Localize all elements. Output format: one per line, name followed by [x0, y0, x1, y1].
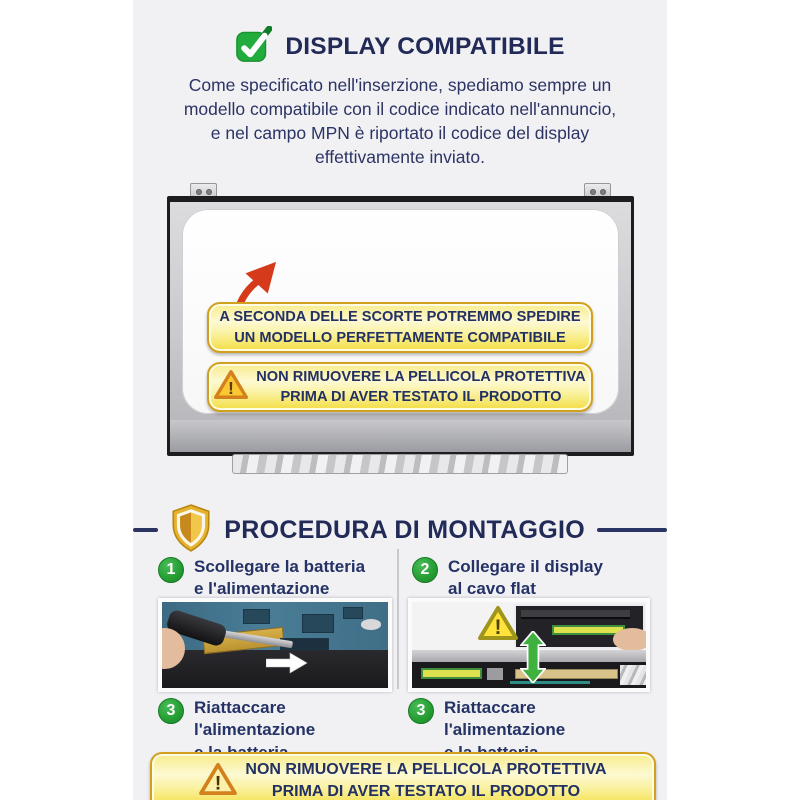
warning-triangle-icon — [478, 605, 518, 646]
shield-icon — [170, 504, 212, 557]
svg-text:!: ! — [215, 771, 222, 794]
panel-foil-strip — [232, 454, 568, 474]
step-line: Riattaccare l'alimentazione — [194, 698, 316, 740]
step-line: Collegare il display — [448, 557, 603, 576]
photo-detail — [343, 607, 363, 619]
photo-detail — [620, 665, 646, 686]
white-arrow-icon — [266, 652, 308, 679]
panel-bottom-strip — [170, 420, 631, 452]
intro-line: effettivamente inviato. — [315, 147, 485, 168]
flat-cable-connect-photo — [408, 598, 650, 692]
warning-triangle-icon — [214, 369, 248, 405]
screw-hole — [206, 189, 212, 195]
step-line: e l'alimentazione — [194, 579, 330, 599]
footer-banner-text — [245, 759, 606, 800]
svg-text:!: ! — [494, 616, 502, 640]
svg-text:!: ! — [228, 377, 235, 398]
step-number-badge: 3 — [408, 698, 434, 724]
warning-triangle-icon — [199, 762, 237, 800]
heading-rule-left — [133, 528, 158, 532]
protective-film-banner — [207, 362, 593, 412]
page-title: DISPLAY COMPATIBILE — [285, 33, 565, 60]
stock-banner-text — [219, 307, 580, 348]
step-1 — [158, 556, 390, 601]
header — [133, 26, 667, 68]
photo-detail — [487, 668, 503, 680]
step-line: Scollegare la batteria — [194, 557, 366, 576]
step-number-badge: 1 — [158, 557, 184, 583]
banner-line: UN MODELLO PERFETTAMENTE COMPATIBILE — [234, 329, 566, 346]
intro-line: Come specificato nell'inserzione, spediamo sempre un — [188, 75, 612, 95]
battery-disconnect-photo — [158, 598, 392, 692]
screw-hole — [590, 189, 596, 195]
lvds-connector — [421, 668, 482, 679]
banner-line: PRIMA DI AVER TESTATO IL PRODOTTO — [280, 389, 562, 405]
column-divider — [397, 549, 399, 689]
stock-warning-banner — [207, 302, 593, 353]
photo-detail — [243, 609, 270, 624]
step-number-badge: 2 — [412, 557, 438, 583]
footer-warning-banner — [150, 752, 656, 800]
screw-hole — [600, 189, 606, 195]
photo-detail — [521, 610, 630, 619]
step-2 — [412, 556, 652, 601]
green-checkmark-icon — [235, 26, 272, 68]
intro-paragraph — [140, 73, 660, 170]
step-text — [448, 556, 603, 601]
intro-line: e nel campo MPN è riportato il codice del display — [210, 123, 590, 144]
banner-line: A SECONDA DELLE SCORTE POTREMMO SPEDIRE — [219, 309, 581, 326]
intro-line: modello compatibile con il codice indicato nell'annuncio, — [183, 99, 617, 120]
banner-line: NON RIMUOVERE LA PELLICOLA PROTETTIVA — [256, 368, 586, 385]
finger — [613, 628, 651, 650]
step-text — [194, 556, 365, 601]
banner-line: PRIMA DI AVER TESTATO IL PRODOTTO — [271, 783, 581, 800]
step-number-badge: 3 — [158, 698, 184, 724]
photo-detail — [302, 614, 334, 633]
procedure-heading — [133, 504, 667, 556]
step-line: al cavo flat — [448, 579, 536, 599]
step-line: Riattaccare l'alimentazione — [444, 698, 566, 740]
banner-line: NON RIMUOVERE LA PELLICOLA PROTETTIVA — [245, 760, 607, 778]
screw-hole — [196, 189, 202, 195]
green-double-arrow-icon — [520, 631, 546, 688]
film-banner-text — [256, 367, 585, 408]
procedure-title: PROCEDURA DI MONTAGGIO — [224, 515, 586, 544]
heading-rule-right — [597, 528, 667, 532]
photo-detail — [361, 619, 381, 629]
